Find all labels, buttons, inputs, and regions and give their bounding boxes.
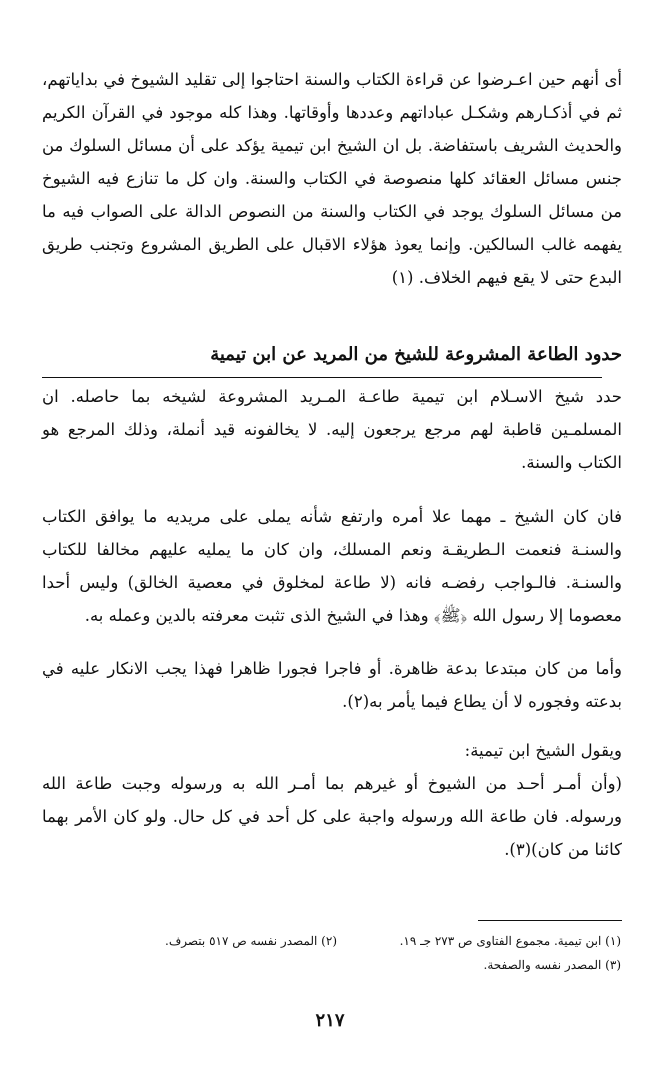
paragraph-intro: أى أنهم حين اعـرضوا عن قراءة الكتاب والسنة احتاجوا إلى تقليد الشيوخ في بداياتهم، ثم في أذكـارهم وشكـل عباداتهم وعددها وأوقاتها. وهذا كله موجود في القرآن الكريم والحديث الشريف باستفاضة. بل ان الشيخ ابن تيمية يؤكد على أن مسائل السلوك من جنس مسائل العقائد كلها منصوصة في الكتاب والسنة. وان كل ما تنازع فيه الشيوخ من مسائل السلوك يوجد في الكتاب والسنة من النصوص الدالة على الصواب فيه ما يفهمه غالب السالكين. وإنما يعوذ هؤلاء الاقبال على الطريق المشروع وتجنب طريق البدع حتى لا يقع فيهم الخلاف. (١) [42,70,622,287]
footnote-rule [478,920,622,921]
paragraph-sheikh-conditions: فان كان الشيخ ـ مهما علا أمره وارتفع شأنه يملى على مريديه ما يوافق الكتاب والسنـة فنعمت الـطريقـة ونعم المسلك، وان كان ما يمليه عليهم مخالفا للكتاب والسنـة. فالـواجب رفضـه فانه (لا طاعة لمخلوق في معصية الخالق) وليس أحدا معصوما إلا رسول الله ﴿ﷺ﴾ وهذا في الشيخ الذى تثبت معرفته بالدين وعمله به. [42,507,622,625]
paragraph-quote-intro: ويقول الشيخ ابن تيمية: [464,741,622,760]
footnote-2: (٢) المصدر نفسه ص ٥١٧ بتصرف. [165,934,337,948]
footnote-3: (٣) المصدر نفسه والصفحة. [483,958,621,972]
page-number: ٢١٧ [315,1010,345,1031]
paragraph-innovator: وأما من كان مبتدعا بدعة ظاهرة. أو فاجرا فجورا ظاهرا فهذا يجب الانكار عليه في بدعته وفجوره لا أن يطاع فيما يأمر به(٢). [42,659,622,711]
section-heading: حدود الطاعة المشروعة للشيخ من المريد عن ابن تيمية [210,344,622,365]
paragraph-quote: (وأن أمـر أحـد من الشيوخ أو غيرهم بما أمـر الله به ورسوله وجبت طاعة الله ورسوله. فان طاعة الله ورسوله واجبة على كل أحد في كل حال. ولو كان الأمر بهما كائنا من كان)(٣). [42,774,622,859]
footnote-1: (١) ابن تيمية. مجموع الفتاوى ص ٢٧٣ جـ ١٩. [399,934,621,948]
heading-rule [42,377,602,378]
paragraph-obedience-limits: حدد شيخ الاسـلام ابن تيمية طاعـة المـريد المشروعة لشيخه بما حاصله. ان المسلمـين قاطبة لهم مرجع يرجعون إليه. لا يخالفونه قيد أنملة، وذلك المرجع هو الكتاب والسنة. [42,387,622,472]
